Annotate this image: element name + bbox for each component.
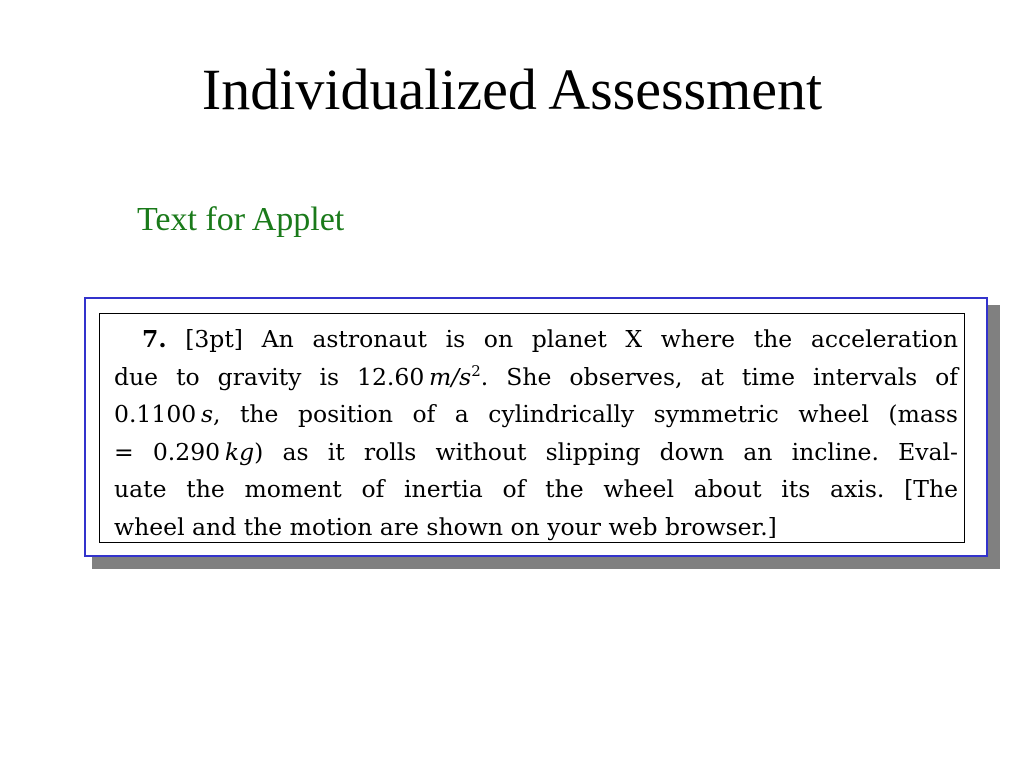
unit-seconds: s <box>200 400 213 428</box>
problem-line-4 <box>114 434 958 472</box>
unit-exponent: 2 <box>471 361 481 380</box>
unit-kilograms: kg <box>224 437 255 466</box>
slide-title: Individualized Assessment <box>201 57 823 122</box>
problem-line-6 <box>114 509 958 547</box>
problem-text-gravity: due to gravity is 12.60 <box>114 362 425 391</box>
problem-line-5 <box>114 471 958 509</box>
problem-text-line-4-end: ) as it rolls without slipping down an incline. Eval- <box>254 437 958 466</box>
problem-line-3 <box>114 396 958 434</box>
applet-text-heading: Text for Applet <box>137 201 345 238</box>
problem-text-line-5: uate the moment of inertia of the wheel about its axis. [The <box>114 475 958 503</box>
problem-text-line-6: wheel and the motion are shown on your web browser.] <box>114 512 777 541</box>
problem-text-box <box>99 313 965 543</box>
problem-text-line-3-end: , the position of a cylindrically symmetric wheel (mass <box>213 400 958 428</box>
problem-frame <box>84 297 988 557</box>
problem-time-interval: 0.1100 <box>114 400 197 428</box>
problem-points: [3pt] <box>185 325 243 353</box>
problem-line-2 <box>114 359 958 397</box>
problem-text-line-1: An astronaut is on planet X where the acceleration <box>261 325 958 353</box>
problem-line-1 <box>114 321 958 359</box>
unit-acceleration: m/s <box>428 362 472 391</box>
problem-text-line-2-end: . She observes, at time intervals of <box>480 362 958 391</box>
problem-mass: = 0.290 <box>114 437 221 466</box>
problem-number: 7. <box>142 325 167 353</box>
